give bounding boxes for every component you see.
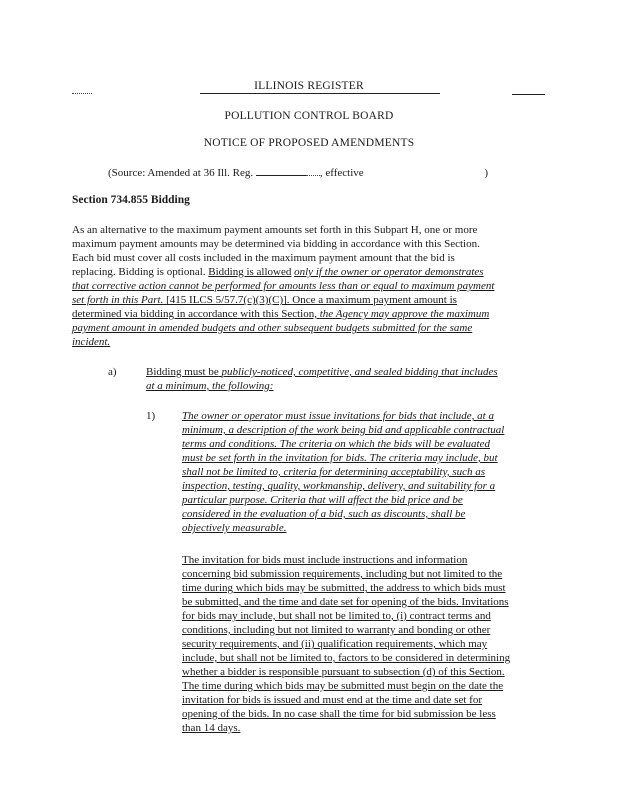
item-1-line: inspection, testing, quality, workmanship, delivery, and suitability for a — [182, 480, 496, 492]
section-heading: Section 734.855 Bidding — [72, 194, 190, 206]
header-rule-right — [512, 94, 545, 95]
intro-line-inserted: that corrective action cannot be performed for amounts less than or equal to maximum payment — [72, 280, 495, 292]
intro-line: maximum payment amounts may be determined via bidding in accordance with this Section. — [72, 238, 480, 250]
inserted-italic-text: set forth in this Part. — [72, 294, 164, 306]
inserted-italic-text: the Agency may approve the maximum — [319, 308, 490, 320]
item-1-label: 1) — [146, 410, 156, 422]
register-title: ILLINOIS REGISTER — [254, 80, 364, 92]
invitation-line: invitation for bids is issued and must end at the time and date set for — [182, 694, 482, 706]
source-blank — [256, 166, 306, 176]
board-title: POLLUTION CONTROL BOARD — [224, 110, 394, 122]
invitation-line: for bids may include, but shall not be limited to, (i) contract terms and — [182, 610, 491, 622]
item-1-line: particular purpose. Criteria that will affect the bid price and be — [182, 494, 463, 506]
invitation-line: time during which bids may be submitted, the address to which bids must — [182, 582, 506, 594]
intro-line-inserted — [72, 294, 457, 307]
item-1-line: must be set forth in the invitation for bids. The criteria may include, but — [182, 452, 498, 464]
item-a-line: at a minimum, the following: — [146, 380, 274, 392]
invitation-line: than 14 days. — [182, 722, 241, 734]
invitation-line: include, but shall not be limited to, factors to be considered in determining — [182, 652, 511, 664]
item-a-label: a) — [108, 366, 117, 378]
inserted-text: Once a maximum payment amount is — [292, 294, 457, 306]
citation: [415 ILCS 5/57.7(c)(3)(C)]. — [166, 294, 290, 306]
intro-text: replacing. Bidding is optional. — [72, 266, 206, 278]
item-1-line: shall not be limited to, criteria for determining acceptability, such as — [182, 466, 486, 478]
item-a-line — [146, 366, 498, 379]
item-1-line: considered in the evaluation of a bid, such as discounts, shall be — [182, 508, 466, 520]
intro-line-inserted: incident. — [72, 336, 111, 348]
item-1-line: minimum, a description of the work being bid and applicable contractual — [182, 424, 505, 436]
source-prefix: (Source: Amended at 36 Ill. Reg. — [108, 167, 254, 179]
source-close: ) — [484, 167, 489, 179]
invitation-line: The time during which bids may be submitted must begin on the date the — [182, 680, 504, 692]
notice-title: NOTICE OF PROPOSED AMENDMENTS — [203, 137, 415, 149]
item-1-line: The owner or operator must issue invitations for bids that include, at a — [182, 410, 494, 422]
header-rule — [200, 93, 440, 94]
source-line — [108, 166, 488, 180]
intro-line: As an alternative to the maximum payment amounts set forth in this Subpart H, one or more — [72, 224, 478, 236]
inserted-italic-text: only if the owner or operator demonstrates — [294, 266, 484, 278]
invitation-line: opening of the bids. In no case shall the time for bid submission be less — [182, 708, 496, 720]
header-dotted-left — [72, 93, 92, 94]
source-effective: , effective — [319, 167, 364, 179]
inserted-text: Bidding is allowed — [208, 266, 292, 278]
item-a-italic: publicly-noticed, competitive, and sealed bidding that includes — [221, 366, 498, 378]
item-a-plain: Bidding must be — [146, 366, 219, 378]
source-blank-dotted — [306, 166, 320, 176]
invitation-line: conditions, including but not limited to warranty and bonding or other — [182, 624, 491, 636]
invitation-line: security requirements, and (ii) qualification requirements, which may — [182, 638, 488, 650]
inserted-text: determined via bidding in accordance with this Section, — [72, 308, 317, 320]
invitation-line: The invitation for bids must include instructions and information — [182, 554, 468, 566]
invitation-line: whether a bidder is responsible pursuant to subsection (d) of this Section. — [182, 666, 505, 678]
intro-line-inserted — [72, 308, 489, 321]
item-1-line: objectively measurable. — [182, 522, 287, 534]
item-1-line: terms and conditions. The criteria on which the bids will be evaluated — [182, 438, 490, 450]
invitation-line: concerning bid submission requirements, including but not limited to the — [182, 568, 503, 580]
intro-line: Each bid must cover all costs included in the maximum payment amount that the bid is — [72, 252, 455, 264]
intro-line-inserted: payment amount in amended budgets and other subsequent budgets submitted for the same — [72, 322, 473, 334]
intro-line — [72, 266, 484, 279]
invitation-line: be submitted, and the time and date set for opening of the bids. Invitations — [182, 596, 509, 608]
